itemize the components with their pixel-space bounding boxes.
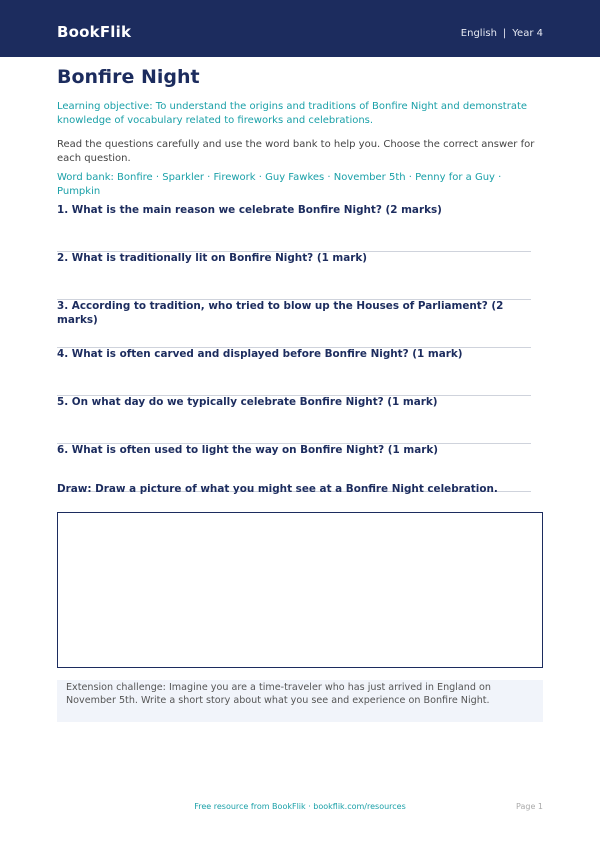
meta-separator: | <box>502 28 507 39</box>
subject-year <box>461 27 543 40</box>
question-5: 5. On what day do we typically celebrate Bonfire Night? (1 mark) <box>57 396 438 408</box>
page-title: Bonfire Night <box>57 66 200 88</box>
question-1: 1. What is the main reason we celebrate Bonfire Night? (2 marks) <box>57 204 442 216</box>
drawing-box[interactable] <box>57 512 543 668</box>
footer-credit: Free resource from BookFlik · bookflik.com/resources <box>194 802 406 811</box>
draw-prompt: Draw: Draw a picture of what you might see at a Bonfire Night celebration. <box>57 483 498 495</box>
page-number: Page 1 <box>516 802 543 811</box>
question-4: 4. What is often carved and displayed before Bonfire Night? (1 mark) <box>57 348 463 360</box>
subject-label: English <box>460 28 497 39</box>
extension-challenge: Extension challenge: Imagine you are a time-traveler who has just arrived in England on November 5th. Write a short story about what you see and experience on Bonfire Night. <box>57 680 543 722</box>
brand-logo: BookFlik <box>57 23 132 41</box>
question-3: 3. According to tradition, who tried to blow up the Houses of Parliament? (2 marks) <box>57 300 504 326</box>
header-bar <box>0 0 600 57</box>
word-bank: Word bank: Bonfire · Sparkler · Firework · Guy Fawkes · November 5th · Penny for a Guy · Pumpkin <box>57 172 502 197</box>
question-6: 6. What is often used to light the way on Bonfire Night? (1 mark) <box>57 444 438 456</box>
year-label: Year 4 <box>512 28 543 39</box>
learning-objective: Learning objective: To understand the origins and traditions of Bonfire Night and demonstrate knowledge of vocabulary related to fireworks and celebrations. <box>57 101 528 126</box>
instructions: Read the questions carefully and use the word bank to help you. Choose the correct answer for each question. <box>57 139 535 164</box>
question-2: 2. What is traditionally lit on Bonfire Night? (1 mark) <box>57 252 368 264</box>
